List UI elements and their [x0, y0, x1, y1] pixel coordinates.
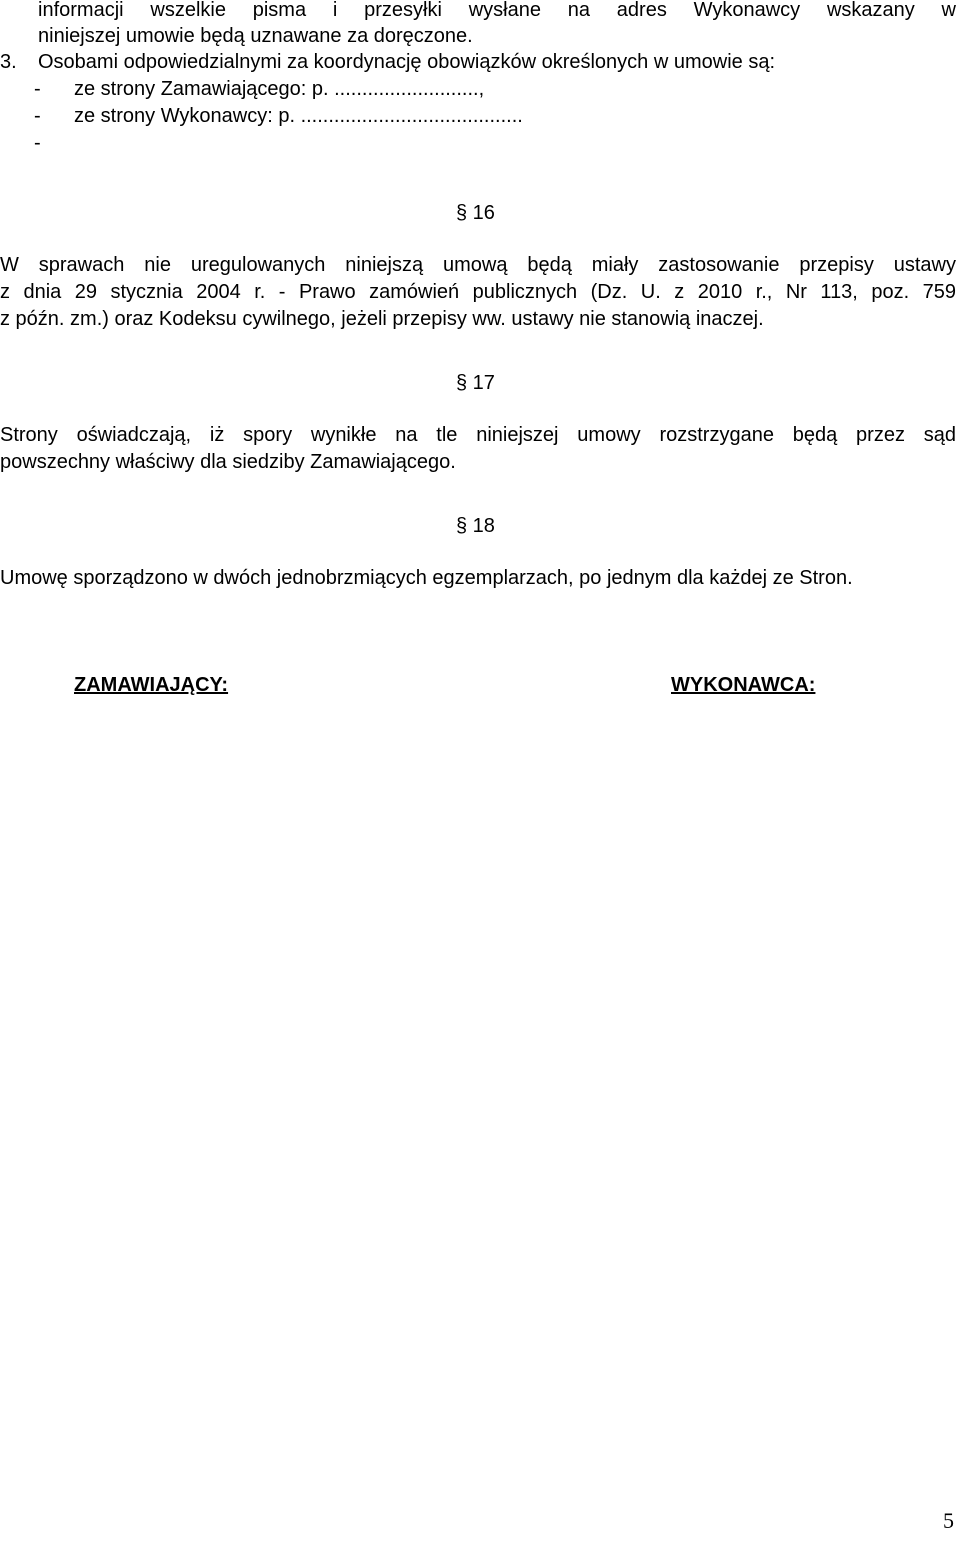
- bullet-dash-3: -: [34, 132, 41, 154]
- continuation-line-2: niniejszej umowie będą uznawane za doręczone.: [38, 25, 473, 47]
- bullet-dash-1: -: [34, 78, 41, 100]
- section-17-line-1: Strony oświadczają, iż spory wynikłe na tle niniejszej umowy rozstrzygane będą przez sąd: [0, 424, 956, 446]
- section-heading-16: § 16: [456, 202, 495, 224]
- page-number: 5: [943, 1508, 954, 1533]
- item-3-text: Osobami odpowiedzialnymi za koordynację obowiązków określonych w umowie są:: [38, 51, 776, 73]
- section-heading-18: § 18: [456, 515, 495, 537]
- section-16-line-2: z dnia 29 stycznia 2004 r. - Prawo zamówień publicznych (Dz. U. z 2010 r., Nr 113, poz. 759: [0, 281, 956, 303]
- section-16-line-1: W sprawach nie uregulowanych niniejszą umową będą miały zastosowanie przepisy ustawy: [0, 254, 956, 276]
- bullet-dash-2: -: [34, 105, 41, 127]
- bullet-text-wykonawca: ze strony Wykonawcy: p. ........................................: [74, 105, 523, 127]
- section-heading-17: § 17: [456, 372, 495, 394]
- signature-label-wykonawca: WYKONAWCA:: [671, 674, 816, 696]
- section-16-line-3: z późn. zm.) oraz Kodeksu cywilnego, jeżeli przepisy ww. ustawy nie stanowią inaczej.: [0, 308, 764, 330]
- bullet-text-zamawiajacy: ze strony Zamawiającego: p. ..........................,: [74, 78, 485, 100]
- continuation-line-1: informacji wszelkie pisma i przesyłki wysłane na adres Wykonawcy wskazany w: [38, 0, 956, 21]
- item-3-number: 3.: [0, 51, 17, 73]
- section-18-line-1: Umowę sporządzono w dwóch jednobrzmiących egzemplarzach, po jednym dla każdej ze Stron.: [0, 567, 853, 589]
- section-17-line-2: powszechny właściwy dla siedziby Zamawiającego.: [0, 451, 456, 473]
- signature-label-zamawiajacy: ZAMAWIAJĄCY:: [74, 674, 229, 696]
